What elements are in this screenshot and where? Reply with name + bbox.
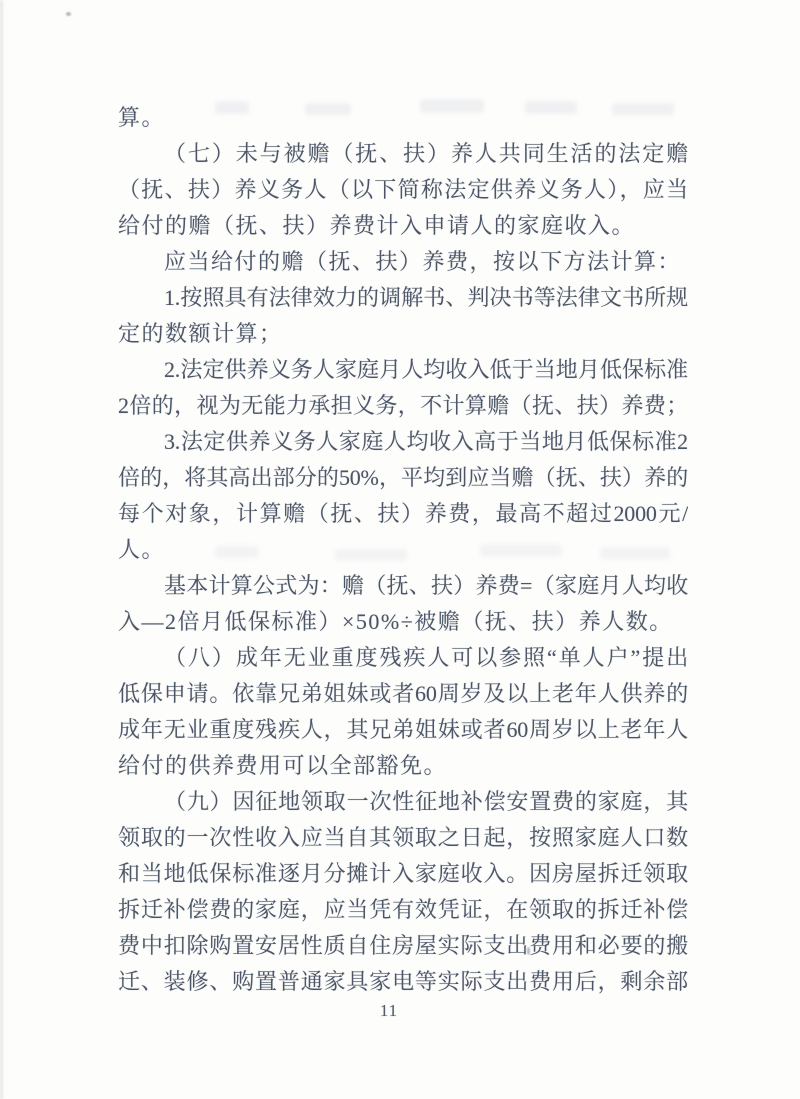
text-line: 迁、装修、购置普通家具家电等实际支出费用后，剩余部 bbox=[118, 969, 688, 994]
text-line: 给付的赡（抚、扶）养费计入申请人的家庭收入。 bbox=[118, 213, 636, 238]
text-line: （八）成年无业重度残疾人可以参照“单人户”提出 bbox=[164, 645, 688, 670]
text-line: 费中扣除购置安居性质自住房屋实际支出费用和必要的搬 bbox=[118, 933, 688, 958]
text-line: 入—2倍月低保标准）×50%÷被赡（抚、扶）养人数。 bbox=[118, 609, 673, 634]
text-line: 和当地低保标准逐月分摊计入家庭收入。因房屋拆迁领取 bbox=[118, 861, 688, 886]
scan-speck bbox=[66, 12, 71, 16]
text-line: 2.法定供养义务人家庭月人均收入低于当地月低保标准 bbox=[164, 357, 688, 382]
text-line: 应当给付的赡（抚、扶）养费，按以下方法计算： bbox=[164, 249, 682, 274]
text-line: （抚、扶）养义务人（以下简称法定供养义务人），应当 bbox=[118, 177, 688, 202]
text-line: 人。 bbox=[118, 537, 166, 562]
text-block bbox=[118, 100, 688, 1000]
text-line: 成年无业重度残疾人，其兄弟姐妹或者60周岁以上老年人 bbox=[118, 717, 688, 742]
text-line: 3.法定供养义务人家庭人均收入高于当地月低保标准2 bbox=[164, 429, 688, 454]
text-line: 算。 bbox=[118, 105, 166, 130]
text-line: 2倍的，视为无能力承担义务，不计算赡（抚、扶）养费； bbox=[118, 393, 688, 418]
text-line: 倍的，将其高出部分的50%，平均到应当赡（抚、扶）养的 bbox=[118, 465, 688, 490]
text-line: （九）因征地领取一次性征地补偿安置费的家庭，其 bbox=[164, 789, 688, 814]
text-line: （七）未与被赡（抚、扶）养人共同生活的法定赡 bbox=[164, 141, 688, 166]
text-line: 每个对象，计算赡（抚、扶）养费，最高不超过2000元/ bbox=[118, 501, 688, 526]
text-line: 拆迁补偿费的家庭，应当凭有效凭证，在领取的拆迁补偿 bbox=[118, 897, 688, 922]
text-line: 领取的一次性收入应当自其领取之日起，按照家庭人口数 bbox=[118, 825, 688, 850]
text-line: 定的数额计算； bbox=[118, 321, 283, 346]
scanner-edge-shadow bbox=[0, 0, 3, 1099]
text-line: 基本计算公式为：赡（抚、扶）养费=（家庭月人均收 bbox=[164, 573, 688, 598]
page-number: 11 bbox=[379, 1001, 399, 1020]
text-line: 1.按照具有法律效力的调解书、判决书等法律文书所规 bbox=[164, 285, 688, 310]
text-line: 给付的供养费用可以全部豁免。 bbox=[118, 753, 448, 778]
text-line: 低保申请。依靠兄弟姐妹或者60周岁及以上老年人供养的 bbox=[118, 681, 688, 706]
